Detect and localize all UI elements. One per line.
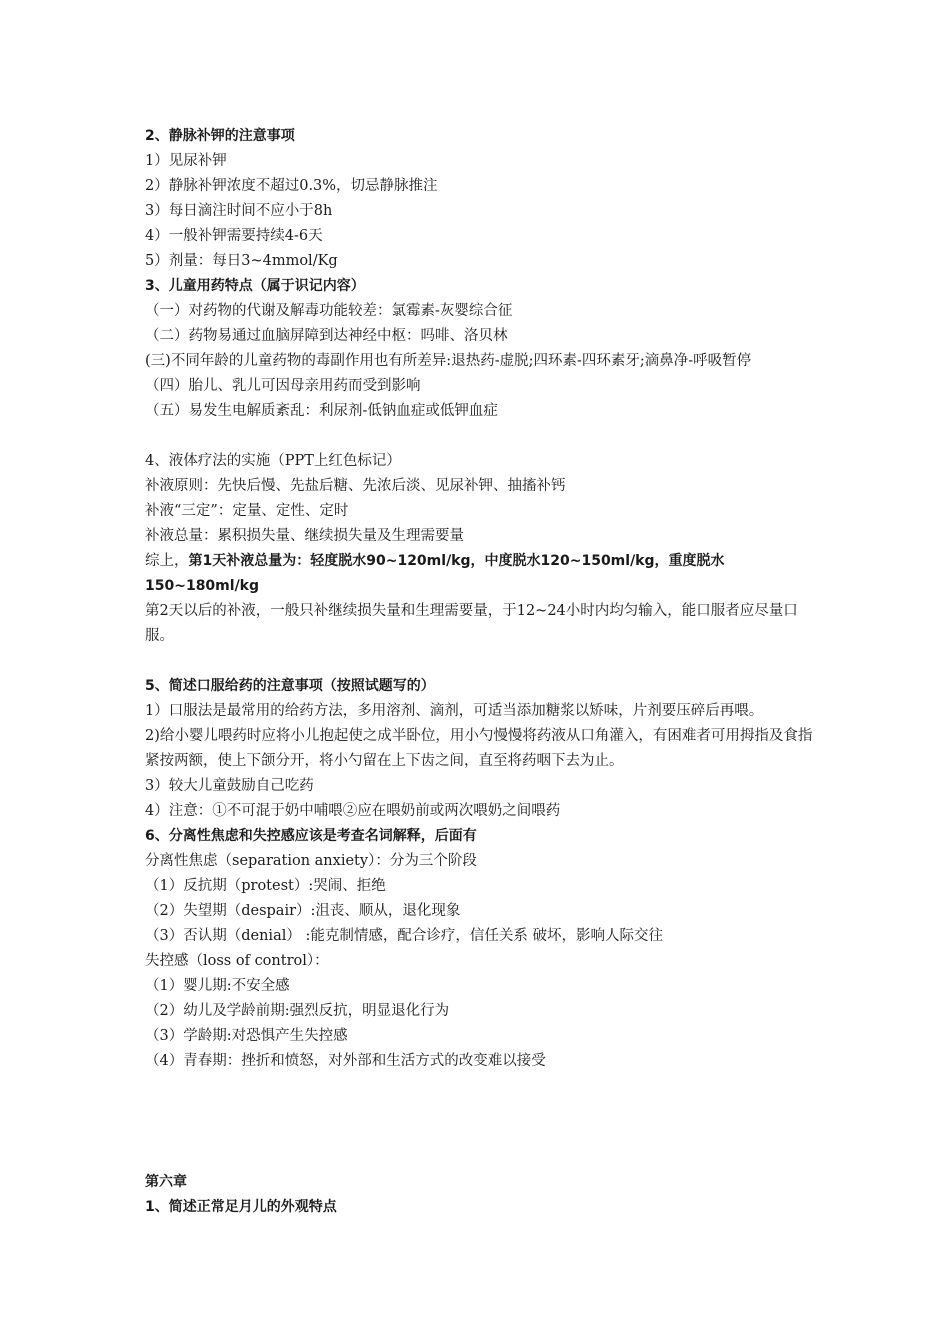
summary-prefix: 综上，: [145, 553, 189, 569]
paragraph: 补液“三定”：定量、定性、定时: [145, 503, 349, 519]
list-item: 4）一般补钾需要持续4-6天: [145, 228, 323, 244]
chapter-title: 第六章: [145, 1174, 187, 1190]
list-item: （4）青春期：挫折和愤怒，对外部和生活方式的改变难以接受: [145, 1053, 546, 1069]
list-item: 5）剂量：每日3~4mmol/Kg: [145, 253, 338, 269]
list-item: （一）对药物的代谢及解毒功能较差：氯霉素-灰婴综合征: [145, 303, 513, 319]
list-item: （2）幼儿及学龄前期:强烈反抗，明显退化行为: [145, 1003, 450, 1019]
paragraph: 第2天以后的补液，一般只补继续损失量和生理需要量，于12~24小时内均匀输入，能口服者应尽量口服。: [145, 603, 798, 644]
list-item: 4）注意：①不可混于奶中哺喂②应在喂奶前或两次喂奶之间喂药: [145, 803, 561, 819]
list-item: 2）静脉补钾浓度不超过0.3%，切忌静脉推注: [145, 178, 438, 194]
list-item: （2）失望期（despair）:沮丧、顺从，退化现象: [145, 903, 461, 919]
section-heading: 5、简述口服给药的注意事项（按照试题写的）: [145, 678, 435, 694]
paragraph: 失控感（loss of control）：: [145, 953, 329, 969]
list-item: 1）见尿补钾: [145, 153, 227, 169]
list-item: （3）否认期（denial） :能克制情感，配合诊疗，信任关系 破坏，影响人际交往: [145, 928, 663, 944]
section-heading: 1、简述正常足月儿的外观特点: [145, 1199, 337, 1215]
list-item: （1）婴儿期:不安全感: [145, 978, 290, 994]
list-item: （四）胎儿、乳儿可因母亲用药而受到影响: [145, 378, 421, 394]
list-item: 3）较大儿童鼓励自己吃药: [145, 778, 314, 794]
list-item: （二）药物易通过血脑屏障到达神经中枢：吗啡、洛贝林: [145, 328, 508, 344]
spacer: [145, 649, 825, 674]
section-heading: 3、儿童用药特点（属于识记内容）: [145, 278, 365, 294]
section-heading: 4、液体疗法的实施（PPT上红色标记）: [145, 453, 401, 469]
list-item: 2)给小婴儿喂药时应将小儿抱起使之成半卧位，用小勺慢慢将药液从口角灌入，有困难者可用拇指及食指紧按两额，使上下颌分开，将小勺留在上下齿之间，直至将药咽下去为止。: [145, 728, 813, 769]
list-item: （3）学龄期:对恐惧产生失控感: [145, 1028, 348, 1044]
list-item: （1）反抗期（protest）:哭闹、拒绝: [145, 878, 386, 894]
list-item: (三)不同年龄的儿童药物的毒副作用也有所差异:退热药-虚脱;四环素-四环素牙;滴鼻净-呼吸暂停: [145, 353, 752, 369]
spacer: [145, 1074, 825, 1122]
section-heading: 2、静脉补钾的注意事项: [145, 128, 295, 144]
list-item: 3）每日滴注时间不应小于8h: [145, 203, 333, 219]
section-heading: 6、分离性焦虑和失控感应该是考查名词解释，后面有: [145, 828, 477, 844]
paragraph: 分离性焦虑（separation anxiety）：分为三个阶段: [145, 853, 477, 869]
document-page: [145, 124, 825, 1220]
spacer: [145, 1122, 825, 1170]
summary-bold: 第1天补液总量为：轻度脱水90~120ml/kg，中度脱水120~150ml/kg，重度脱水150~180ml/kg: [145, 553, 725, 594]
paragraph: 补液原则：先快后慢、先盐后糖、先浓后淡、见尿补钾、抽搐补钙: [145, 478, 566, 494]
spacer: [145, 424, 825, 449]
summary-paragraph: [145, 549, 825, 599]
list-item: 1）口服法是最常用的给药方法，多用溶剂、滴剂，可适当添加糖浆以矫味，片剂要压碎后再喂。: [145, 703, 764, 719]
paragraph: 补液总量：累积损失量、继续损失量及生理需要量: [145, 528, 464, 544]
list-item: （五）易发生电解质紊乱：利尿剂-低钠血症或低钾血症: [145, 403, 498, 419]
